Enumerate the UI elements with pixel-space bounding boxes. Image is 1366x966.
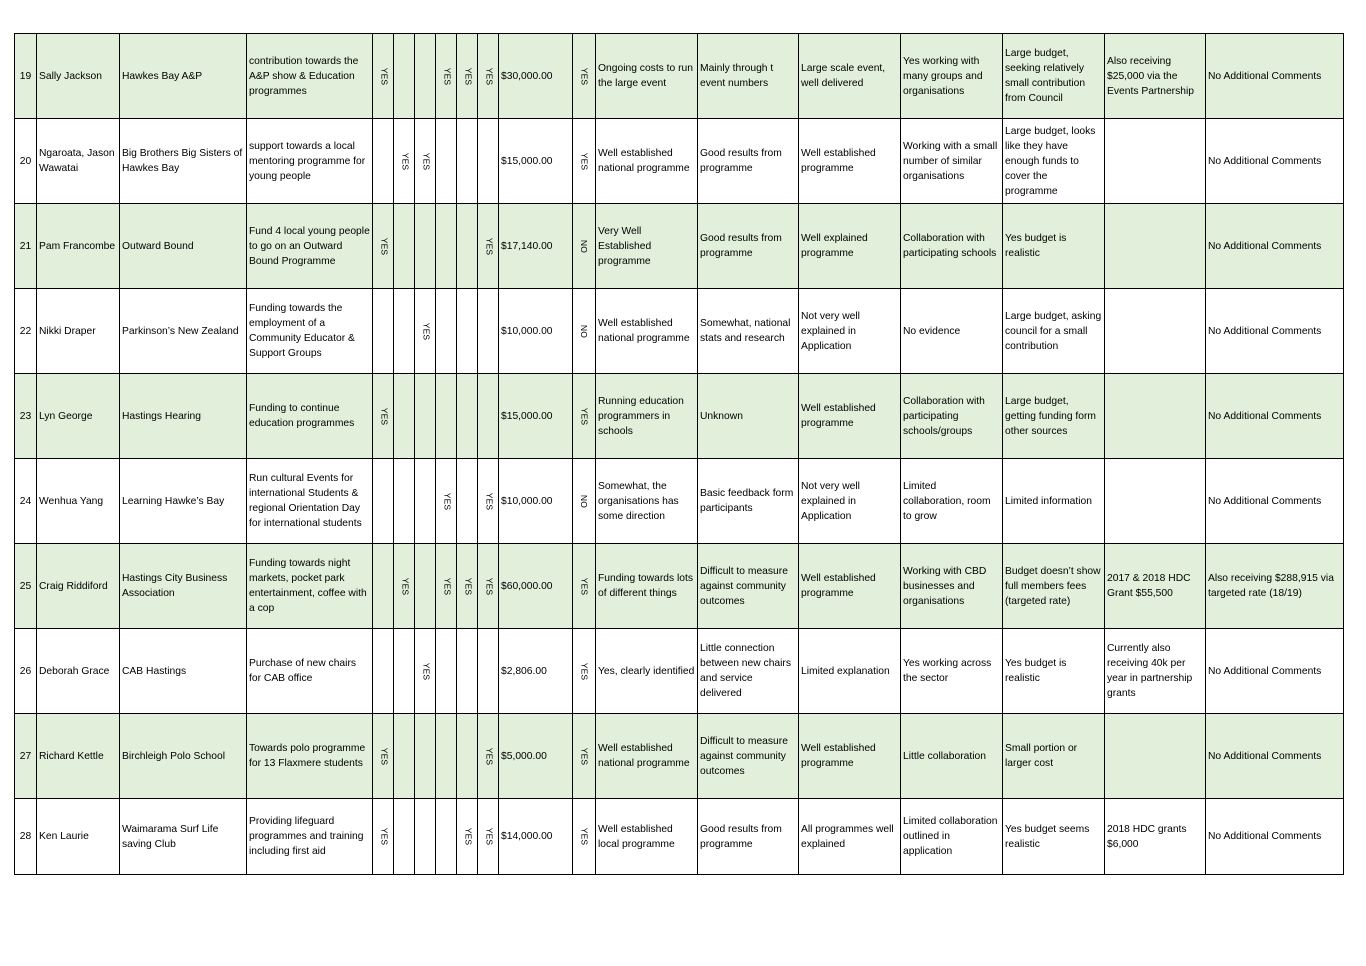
other-funding — [1105, 204, 1206, 289]
other-funding: Currently also receiving 40k per year in partnership grants — [1105, 629, 1206, 714]
eligibility-flag — [573, 714, 596, 799]
row-number: 24 — [15, 459, 37, 544]
outcome-measurement: Difficult to measure against community outcomes — [698, 544, 799, 629]
delivery-assessment: Large scale event, well delivered — [799, 34, 901, 119]
other-funding — [1105, 459, 1206, 544]
additional-comments: No Additional Comments — [1206, 119, 1344, 204]
eligibility-flag-text: YES — [579, 577, 590, 595]
additional-comments: No Additional Comments — [1206, 799, 1344, 875]
organisation-name: Birchleigh Polo School — [120, 714, 247, 799]
criterion-5-flag — [457, 34, 478, 119]
criterion-5-flag — [457, 204, 478, 289]
criterion-2-flag — [394, 459, 415, 544]
criterion-2-flag — [394, 629, 415, 714]
criterion-4-flag — [436, 629, 457, 714]
row-number: 23 — [15, 374, 37, 459]
criterion-6-flag — [478, 459, 499, 544]
need-assessment: Well established national programme — [596, 119, 698, 204]
organisation-name: Hastings City Business Association — [120, 544, 247, 629]
organisation-name: Outward Bound — [120, 204, 247, 289]
requested-amount: $5,000.00 — [499, 714, 573, 799]
eligibility-flag-text: NO — [579, 239, 590, 253]
criterion-6-flag-text: YES — [484, 577, 495, 595]
eligibility-flag-text: YES — [579, 407, 590, 425]
applicant-name: Ngaroata, Jason Wawatai — [37, 119, 120, 204]
eligibility-flag-text: YES — [579, 152, 590, 170]
row-number: 26 — [15, 629, 37, 714]
collaboration-assessment: Working with a small number of similar organisations — [901, 119, 1003, 204]
table-row — [15, 799, 1344, 875]
organisation-name: Waimarama Surf Life saving Club — [120, 799, 247, 875]
organisation-name: Learning Hawke’s Bay — [120, 459, 247, 544]
eligibility-flag — [573, 289, 596, 374]
funding-purpose: Providing lifeguard programmes and training including first aid — [247, 799, 373, 875]
criterion-1-flag — [373, 799, 394, 875]
outcome-measurement: Difficult to measure against community outcomes — [698, 714, 799, 799]
criterion-2-flag-text: YES — [400, 577, 411, 595]
requested-amount: $15,000.00 — [499, 374, 573, 459]
budget-assessment: Small portion or larger cost — [1003, 714, 1105, 799]
requested-amount: $15,000.00 — [499, 119, 573, 204]
criterion-2-flag — [394, 714, 415, 799]
criterion-2-flag — [394, 799, 415, 875]
criterion-3-flag-text: YES — [421, 322, 432, 340]
collaboration-assessment: No evidence — [901, 289, 1003, 374]
criterion-6-flag — [478, 544, 499, 629]
criterion-6-flag-text: YES — [484, 67, 495, 85]
budget-assessment: Budget doesn’t show full members fees (targeted rate) — [1003, 544, 1105, 629]
criterion-3-flag — [415, 289, 436, 374]
organisation-name: Hastings Hearing — [120, 374, 247, 459]
criterion-2-flag — [394, 34, 415, 119]
criterion-6-flag-text: YES — [484, 237, 495, 255]
criterion-1-flag-text: YES — [379, 827, 390, 846]
requested-amount: $2,806.00 — [499, 629, 573, 714]
additional-comments: No Additional Comments — [1206, 374, 1344, 459]
table-row — [15, 629, 1344, 714]
criterion-1-flag — [373, 629, 394, 714]
outcome-measurement: Unknown — [698, 374, 799, 459]
criterion-5-flag — [457, 629, 478, 714]
table-row — [15, 119, 1344, 204]
funding-purpose: Funding towards night markets, pocket park entertainment, coffee with a cop — [247, 544, 373, 629]
criterion-3-flag — [415, 544, 436, 629]
criterion-1-flag — [373, 374, 394, 459]
criterion-5-flag — [457, 714, 478, 799]
delivery-assessment: Well explained programme — [799, 204, 901, 289]
criterion-1-flag — [373, 289, 394, 374]
outcome-measurement: Good results from programme — [698, 204, 799, 289]
eligibility-flag-text: YES — [579, 662, 590, 680]
funding-purpose: contribution towards the A&P show & Education programmes — [247, 34, 373, 119]
criterion-4-flag-text: YES — [442, 67, 453, 85]
criterion-4-flag — [436, 119, 457, 204]
criterion-6-flag — [478, 289, 499, 374]
need-assessment: Funding towards lots of different things — [596, 544, 698, 629]
other-funding — [1105, 119, 1206, 204]
requested-amount: $17,140.00 — [499, 204, 573, 289]
outcome-measurement: Mainly through t event numbers — [698, 34, 799, 119]
criterion-4-flag — [436, 289, 457, 374]
criterion-4-flag — [436, 544, 457, 629]
criterion-1-flag — [373, 459, 394, 544]
budget-assessment: Yes budget seems realistic — [1003, 799, 1105, 875]
row-number: 28 — [15, 799, 37, 875]
criterion-4-flag — [436, 374, 457, 459]
criterion-1-flag-text: YES — [379, 67, 390, 85]
need-assessment: Running education programmers in schools — [596, 374, 698, 459]
eligibility-flag — [573, 34, 596, 119]
criterion-1-flag — [373, 714, 394, 799]
collaboration-assessment: Working with CBD businesses and organisations — [901, 544, 1003, 629]
delivery-assessment: Well established programme — [799, 714, 901, 799]
delivery-assessment: Not very well explained in Application — [799, 289, 901, 374]
applicant-name: Pam Francombe — [37, 204, 120, 289]
criterion-3-flag — [415, 459, 436, 544]
funding-purpose: Fund 4 local young people to go on an Outward Bound Programme — [247, 204, 373, 289]
eligibility-flag — [573, 204, 596, 289]
other-funding: Also receiving $25,000 via the Events Partnership — [1105, 34, 1206, 119]
other-funding: 2017 & 2018 HDC Grant $55,500 — [1105, 544, 1206, 629]
criterion-1-flag — [373, 544, 394, 629]
criterion-6-flag — [478, 714, 499, 799]
criterion-6-flag-text: YES — [484, 492, 495, 510]
applicant-name: Deborah Grace — [37, 629, 120, 714]
requested-amount: $10,000.00 — [499, 459, 573, 544]
additional-comments: No Additional Comments — [1206, 34, 1344, 119]
requested-amount: $30,000.00 — [499, 34, 573, 119]
applicant-name: Nikki Draper — [37, 289, 120, 374]
collaboration-assessment: Yes working with many groups and organisations — [901, 34, 1003, 119]
criterion-4-flag-text: YES — [442, 577, 453, 595]
criterion-4-flag — [436, 204, 457, 289]
criterion-2-flag — [394, 204, 415, 289]
eligibility-flag-text: YES — [579, 67, 590, 85]
delivery-assessment: Limited explanation — [799, 629, 901, 714]
need-assessment: Well established local programme — [596, 799, 698, 875]
criterion-5-flag — [457, 799, 478, 875]
eligibility-flag-text: YES — [579, 747, 590, 765]
table-row — [15, 544, 1344, 629]
requested-amount: $10,000.00 — [499, 289, 573, 374]
criterion-6-flag-text: YES — [484, 827, 495, 846]
additional-comments: No Additional Comments — [1206, 459, 1344, 544]
requested-amount: $14,000.00 — [499, 799, 573, 875]
criterion-3-flag-text: YES — [421, 662, 432, 680]
need-assessment: Well established national programme — [596, 289, 698, 374]
row-number: 22 — [15, 289, 37, 374]
delivery-assessment: Well established programme — [799, 119, 901, 204]
criterion-5-flag — [457, 459, 478, 544]
need-assessment: Well established national programme — [596, 714, 698, 799]
eligibility-flag — [573, 119, 596, 204]
criterion-2-flag — [394, 119, 415, 204]
criterion-5-flag-text: YES — [463, 577, 474, 595]
outcome-measurement: Somewhat, national stats and research — [698, 289, 799, 374]
organisation-name: Hawkes Bay A&P — [120, 34, 247, 119]
collaboration-assessment: Little collaboration — [901, 714, 1003, 799]
delivery-assessment: Not very well explained in Application — [799, 459, 901, 544]
criterion-4-flag — [436, 714, 457, 799]
collaboration-assessment: Collaboration with participating schools/groups — [901, 374, 1003, 459]
criterion-1-flag — [373, 34, 394, 119]
applicant-name: Lyn George — [37, 374, 120, 459]
organisation-name: Parkinson’s New Zealand — [120, 289, 247, 374]
criterion-1-flag-text: YES — [379, 407, 390, 425]
applicant-name: Ken Laurie — [37, 799, 120, 875]
criterion-5-flag-text: YES — [463, 67, 474, 85]
organisation-name: Big Brothers Big Sisters of Hawkes Bay — [120, 119, 247, 204]
outcome-measurement: Basic feedback form participants — [698, 459, 799, 544]
applicant-name: Sally Jackson — [37, 34, 120, 119]
table-row — [15, 289, 1344, 374]
criterion-5-flag — [457, 119, 478, 204]
eligibility-flag-text: NO — [579, 324, 590, 338]
criterion-4-flag — [436, 459, 457, 544]
criterion-3-flag — [415, 799, 436, 875]
criterion-3-flag — [415, 119, 436, 204]
need-assessment: Ongoing costs to run the large event — [596, 34, 698, 119]
criterion-3-flag — [415, 714, 436, 799]
budget-assessment: Large budget, looks like they have enough funds to cover the programme — [1003, 119, 1105, 204]
funding-purpose: Towards polo programme for 13 Flaxmere students — [247, 714, 373, 799]
outcome-measurement: Little connection between new chairs and service delivered — [698, 629, 799, 714]
additional-comments: No Additional Comments — [1206, 289, 1344, 374]
table-row — [15, 714, 1344, 799]
additional-comments: No Additional Comments — [1206, 204, 1344, 289]
eligibility-flag — [573, 629, 596, 714]
delivery-assessment: All programmes well explained — [799, 799, 901, 875]
funding-purpose: Purchase of new chairs for CAB office — [247, 629, 373, 714]
applicant-name: Craig Riddiford — [37, 544, 120, 629]
requested-amount: $60,000.00 — [499, 544, 573, 629]
organisation-name: CAB Hastings — [120, 629, 247, 714]
criterion-5-flag — [457, 374, 478, 459]
applicant-name: Richard Kettle — [37, 714, 120, 799]
additional-comments: No Additional Comments — [1206, 714, 1344, 799]
eligibility-flag — [573, 544, 596, 629]
outcome-measurement: Good results from programme — [698, 799, 799, 875]
row-number: 20 — [15, 119, 37, 204]
eligibility-flag-text: YES — [579, 827, 590, 846]
additional-comments: No Additional Comments — [1206, 629, 1344, 714]
criterion-6-flag — [478, 34, 499, 119]
row-number: 19 — [15, 34, 37, 119]
outcome-measurement: Good results from programme — [698, 119, 799, 204]
table-row — [15, 374, 1344, 459]
other-funding — [1105, 289, 1206, 374]
budget-assessment: Limited information — [1003, 459, 1105, 544]
criterion-1-flag-text: YES — [379, 747, 390, 765]
criterion-5-flag-text: YES — [463, 827, 474, 846]
row-number: 27 — [15, 714, 37, 799]
row-number: 21 — [15, 204, 37, 289]
criterion-6-flag — [478, 799, 499, 875]
delivery-assessment: Well established programme — [799, 374, 901, 459]
budget-assessment: Yes budget is realistic — [1003, 204, 1105, 289]
criterion-4-flag-text: YES — [442, 492, 453, 510]
budget-assessment: Large budget, seeking relatively small contribution from Council — [1003, 34, 1105, 119]
criterion-2-flag — [394, 289, 415, 374]
criterion-4-flag — [436, 34, 457, 119]
criterion-6-flag — [478, 119, 499, 204]
criterion-4-flag — [436, 799, 457, 875]
table-row — [15, 459, 1344, 544]
funding-purpose: Funding towards the employment of a Community Educator & Support Groups — [247, 289, 373, 374]
collaboration-assessment: Yes working across the sector — [901, 629, 1003, 714]
criterion-2-flag — [394, 374, 415, 459]
criterion-6-flag-text: YES — [484, 747, 495, 765]
budget-assessment: Large budget, getting funding form other sources — [1003, 374, 1105, 459]
need-assessment: Somewhat, the organisations has some direction — [596, 459, 698, 544]
criterion-2-flag — [394, 544, 415, 629]
eligibility-flag — [573, 459, 596, 544]
criterion-6-flag — [478, 629, 499, 714]
budget-assessment: Yes budget is realistic — [1003, 629, 1105, 714]
criterion-2-flag-text: YES — [400, 152, 411, 170]
criterion-6-flag — [478, 374, 499, 459]
additional-comments: Also receiving $288,915 via targeted rate (18/19) — [1206, 544, 1344, 629]
criterion-1-flag — [373, 119, 394, 204]
need-assessment: Very Well Established programme — [596, 204, 698, 289]
criterion-3-flag — [415, 374, 436, 459]
other-funding — [1105, 714, 1206, 799]
eligibility-flag — [573, 374, 596, 459]
budget-assessment: Large budget, asking council for a small contribution — [1003, 289, 1105, 374]
need-assessment: Yes, clearly identified — [596, 629, 698, 714]
funding-purpose: support towards a local mentoring programme for young people — [247, 119, 373, 204]
funding-purpose: Run cultural Events for international Students & regional Orientation Day for international students — [247, 459, 373, 544]
table-row — [15, 34, 1344, 119]
criterion-1-flag-text: YES — [379, 237, 390, 255]
collaboration-assessment: Collaboration with participating schools — [901, 204, 1003, 289]
criterion-5-flag — [457, 544, 478, 629]
eligibility-flag-text: NO — [579, 494, 590, 508]
table-row — [15, 204, 1344, 289]
criterion-3-flag — [415, 204, 436, 289]
applicant-name: Wenhua Yang — [37, 459, 120, 544]
collaboration-assessment: Limited collaboration outlined in application — [901, 799, 1003, 875]
criterion-3-flag — [415, 34, 436, 119]
other-funding — [1105, 374, 1206, 459]
funding-purpose: Funding to continue education programmes — [247, 374, 373, 459]
eligibility-flag — [573, 799, 596, 875]
criterion-6-flag — [478, 204, 499, 289]
row-number: 25 — [15, 544, 37, 629]
collaboration-assessment: Limited collaboration, room to grow — [901, 459, 1003, 544]
criterion-1-flag — [373, 204, 394, 289]
criterion-3-flag — [415, 629, 436, 714]
criterion-5-flag — [457, 289, 478, 374]
other-funding: 2018 HDC grants $6,000 — [1105, 799, 1206, 875]
criterion-3-flag-text: YES — [421, 152, 432, 170]
delivery-assessment: Well established programme — [799, 544, 901, 629]
grant-assessment-table — [14, 33, 1344, 875]
